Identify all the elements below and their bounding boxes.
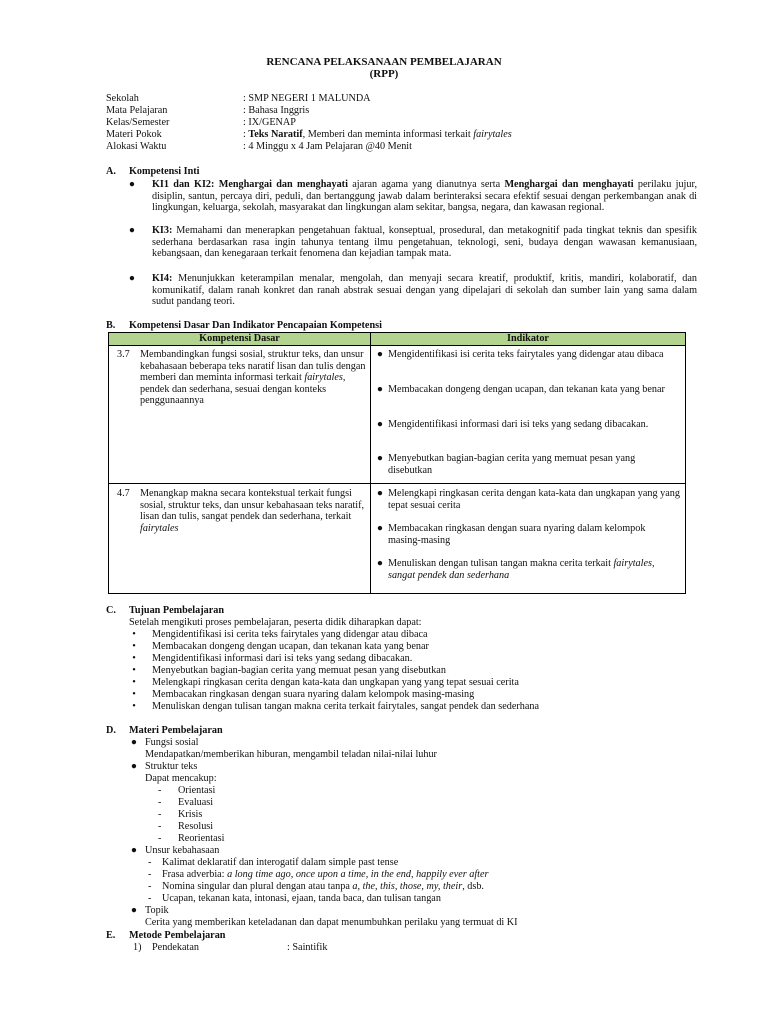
bullet-icon: •	[132, 677, 136, 688]
bullet-icon: ●	[128, 273, 136, 284]
struktur-item: Evaluasi	[178, 797, 214, 808]
indicator-item: Melengkapi ringkasan cerita dengan kata-kata dan ungkapan yang yang tepat sesuai cerita	[388, 488, 680, 511]
identity-value: : Teks Naratif, Memberi dan meminta informasi terkait fairytales	[243, 129, 512, 140]
tujuan-intro: Setelah mengikuti proses pembelajaran, peserta didik diharapkan dapat:	[129, 617, 422, 628]
bullet-icon: •	[132, 665, 136, 676]
section-d-heading: D. Materi Pembelajaran	[106, 725, 223, 736]
dash-icon: -	[148, 881, 152, 892]
materi-fungsi-text: Mendapatkan/memberikan hiburan, mengambil teladan nilai-nilai luhur	[145, 749, 437, 760]
bullet-icon: ●	[376, 523, 384, 534]
identity-label: Kelas/Semester	[106, 117, 170, 128]
dash-icon: -	[158, 809, 162, 820]
document-subtitle: (RPP)	[369, 68, 399, 80]
bullet-icon: ●	[376, 419, 384, 430]
kd-number: 4.7	[117, 488, 130, 499]
tujuan-item: Melengkapi ringkasan cerita dengan kata-kata dan ungkapan yang yang tepat sesuai cerita	[152, 677, 519, 688]
materi-struktur-intro: Dapat mencakup:	[145, 773, 217, 784]
column-header-indikator: Indikator	[507, 333, 549, 344]
materi-topik-label: Topik	[145, 905, 169, 916]
bullet-icon: ●	[130, 905, 138, 916]
materi-unsur-label: Unsur kebahasaan	[145, 845, 220, 856]
unsur-item: Nomina singular dan plural dengan atau tanpa a, the, this, those, my, their, dsb.	[162, 881, 484, 892]
ki3-paragraph: KI3: Memahami dan menerapkan pengetahuan faktual, konseptual, prosedural, dan metakognitif pada tingkat teknis dan spesifik sederhana berdasarkan rasa ingin tahunya tentang ilmu pengetahuan, teknologi, seni, budaya dengan wawasan kemanusiaan, kebangsaan, dan kenegaraan terkait fenomena dan kejadian tampak mata.	[152, 225, 697, 260]
identity-value: : IX/GENAP	[243, 117, 296, 128]
bullet-icon: ●	[128, 225, 136, 236]
dash-icon: -	[148, 857, 152, 868]
indicator-item: Mengidentifikasi informasi dari isi teks yang sedang dibacakan.	[388, 419, 649, 430]
table-divider	[109, 483, 685, 484]
indicator-item: Membacakan dongeng dengan ucapan, dan tekanan kata yang benar	[388, 384, 665, 395]
tujuan-item: Mengidentifikasi informasi dari isi teks yang sedang dibacakan.	[152, 653, 413, 664]
materi-fungsi-label: Fungsi sosial	[145, 737, 199, 748]
kd-description: Menangkap makna secara kontekstual terkait fungsi sosial, struktur teks, dan unsur kebahasaan teks naratif, lisan dan tulis, sangat pendek dan sederhana, terkait fairytales	[140, 488, 365, 534]
column-header-kd: Kompetensi Dasar	[199, 333, 280, 344]
metode-item-value: : Saintifik	[287, 942, 328, 953]
struktur-item: Orientasi	[178, 785, 216, 796]
bullet-icon: ●	[376, 349, 384, 360]
bullet-icon: ●	[376, 558, 384, 569]
section-b-heading: B. Kompetensi Dasar Dan Indikator Pencapaian Kompetensi	[106, 320, 382, 331]
document-title: RENCANA PELAKSANAAN PEMBELAJARAN	[266, 56, 502, 68]
ki4-paragraph: KI4: Menunjukkan keterampilan menalar, mengolah, dan menyaji secara kreatif, produktif, kritis, mandiri, kolaboratif, dan komunikatif, dalam ranah konkret dan ranah abstrak sesuai dengan yang dipelajari di sekolah dan sumber lain yang sama dalam sudut pandang teori.	[152, 273, 697, 308]
tujuan-item: Membacakan ringkasan dengan suara nyaring dalam kelompok masing-masing	[152, 689, 475, 700]
bullet-icon: •	[132, 701, 136, 712]
indicator-item: Membacakan ringkasan dengan suara nyaring dalam kelompok masing-masing	[388, 523, 646, 546]
bullet-icon: •	[132, 629, 136, 640]
unsur-item: Frasa adverbia: a long time ago, once upon a time, in the end, happily ever after	[162, 869, 489, 880]
kd-number: 3.7	[117, 349, 130, 360]
indicator-item: Menuliskan dengan tulisan tangan makna cerita terkait fairytales, sangat pendek dan sederhana	[388, 558, 655, 581]
table-divider	[370, 333, 371, 593]
section-e-heading: E. Metode Pembelajaran	[106, 930, 226, 941]
dash-icon: -	[158, 785, 162, 796]
materi-topik-text: Cerita yang memberikan keteladanan dan dapat menumbuhkan perilaku yang termuat di KI	[145, 917, 518, 928]
bullet-icon: •	[132, 689, 136, 700]
bullet-icon: •	[132, 641, 136, 652]
bullet-icon: ●	[376, 384, 384, 395]
metode-item-label: Pendekatan	[152, 942, 199, 953]
identity-value: : Bahasa Inggris	[243, 105, 310, 116]
dash-icon: -	[148, 893, 152, 904]
bullet-icon: ●	[130, 761, 138, 772]
ki12-paragraph: KI1 dan KI2: Menghargai dan menghayati ajaran agama yang dianutnya serta Menghargai dan menghayati perilaku jujur, disiplin, santun, percaya diri, peduli, dan bertanggung jawab dalam berinteraksi secara efektif sesuai dengan perkembangan anak di lingkungan, keluarga, sekolah, masyarakat dan lingkungan alam sekitar, bangsa, negara, dan kawasan regional.	[152, 179, 698, 214]
tujuan-item: Menyebutkan bagian-bagian cerita yang memuat pesan yang disebutkan	[152, 665, 446, 676]
identity-label: Materi Pokok	[106, 129, 162, 140]
tujuan-item: Mengidentifikasi isi cerita teks fairytales yang didengar atau dibaca	[152, 629, 428, 640]
metode-item-number: 1)	[133, 942, 142, 953]
dash-icon: -	[148, 869, 152, 880]
bullet-icon: ●	[130, 845, 138, 856]
section-a-heading: A. Kompetensi Inti	[106, 166, 200, 177]
identity-label: Mata Pelajaran	[106, 105, 168, 116]
bullet-icon: •	[132, 653, 136, 664]
dash-icon: -	[158, 833, 162, 844]
bullet-icon: ●	[130, 737, 138, 748]
dash-icon: -	[158, 797, 162, 808]
indicator-item: Mengidentifikasi isi cerita teks fairytales yang didengar atau dibaca	[388, 349, 664, 360]
bullet-icon: ●	[376, 453, 384, 464]
tujuan-item: Menuliskan dengan tulisan tangan makna cerita terkait fairytales, sangat pendek dan sederhana	[152, 701, 539, 712]
kd-indikator-table	[108, 332, 686, 594]
struktur-item: Krisis	[178, 809, 203, 820]
struktur-item: Reorientasi	[178, 833, 225, 844]
indicator-item: Menyebutkan bagian-bagian cerita yang memuat pesan yang disebutkan	[388, 453, 636, 476]
dash-icon: -	[158, 821, 162, 832]
section-c-heading: C. Tujuan Pembelajaran	[106, 605, 224, 616]
identity-value: : 4 Minggu x 4 Jam Pelajaran @40 Menit	[243, 141, 412, 152]
kd-description: Membandingkan fungsi sosial, struktur teks, dan unsur kebahasaan beberapa teks naratif lisan dan tulis dengan memberi dan meminta informasi terkait fairytales, pendek dan sederhana, sesuai dengan konteks penggunaannya	[140, 349, 366, 407]
unsur-item: Kalimat deklaratif dan interogatif dalam simple past tense	[162, 857, 399, 868]
identity-label: Alokasi Waktu	[106, 141, 167, 152]
bullet-icon: ●	[128, 179, 136, 190]
materi-struktur-label: Struktur teks	[145, 761, 198, 772]
identity-value: : SMP NEGERI 1 MALUNDA	[243, 93, 371, 104]
struktur-item: Resolusi	[178, 821, 214, 832]
identity-label: Sekolah	[106, 93, 139, 104]
tujuan-item: Membacakan dongeng dengan ucapan, dan tekanan kata yang benar	[152, 641, 429, 652]
unsur-item: Ucapan, tekanan kata, intonasi, ejaan, tanda baca, dan tulisan tangan	[162, 893, 441, 904]
bullet-icon: ●	[376, 488, 384, 499]
table-header-row	[109, 333, 685, 346]
